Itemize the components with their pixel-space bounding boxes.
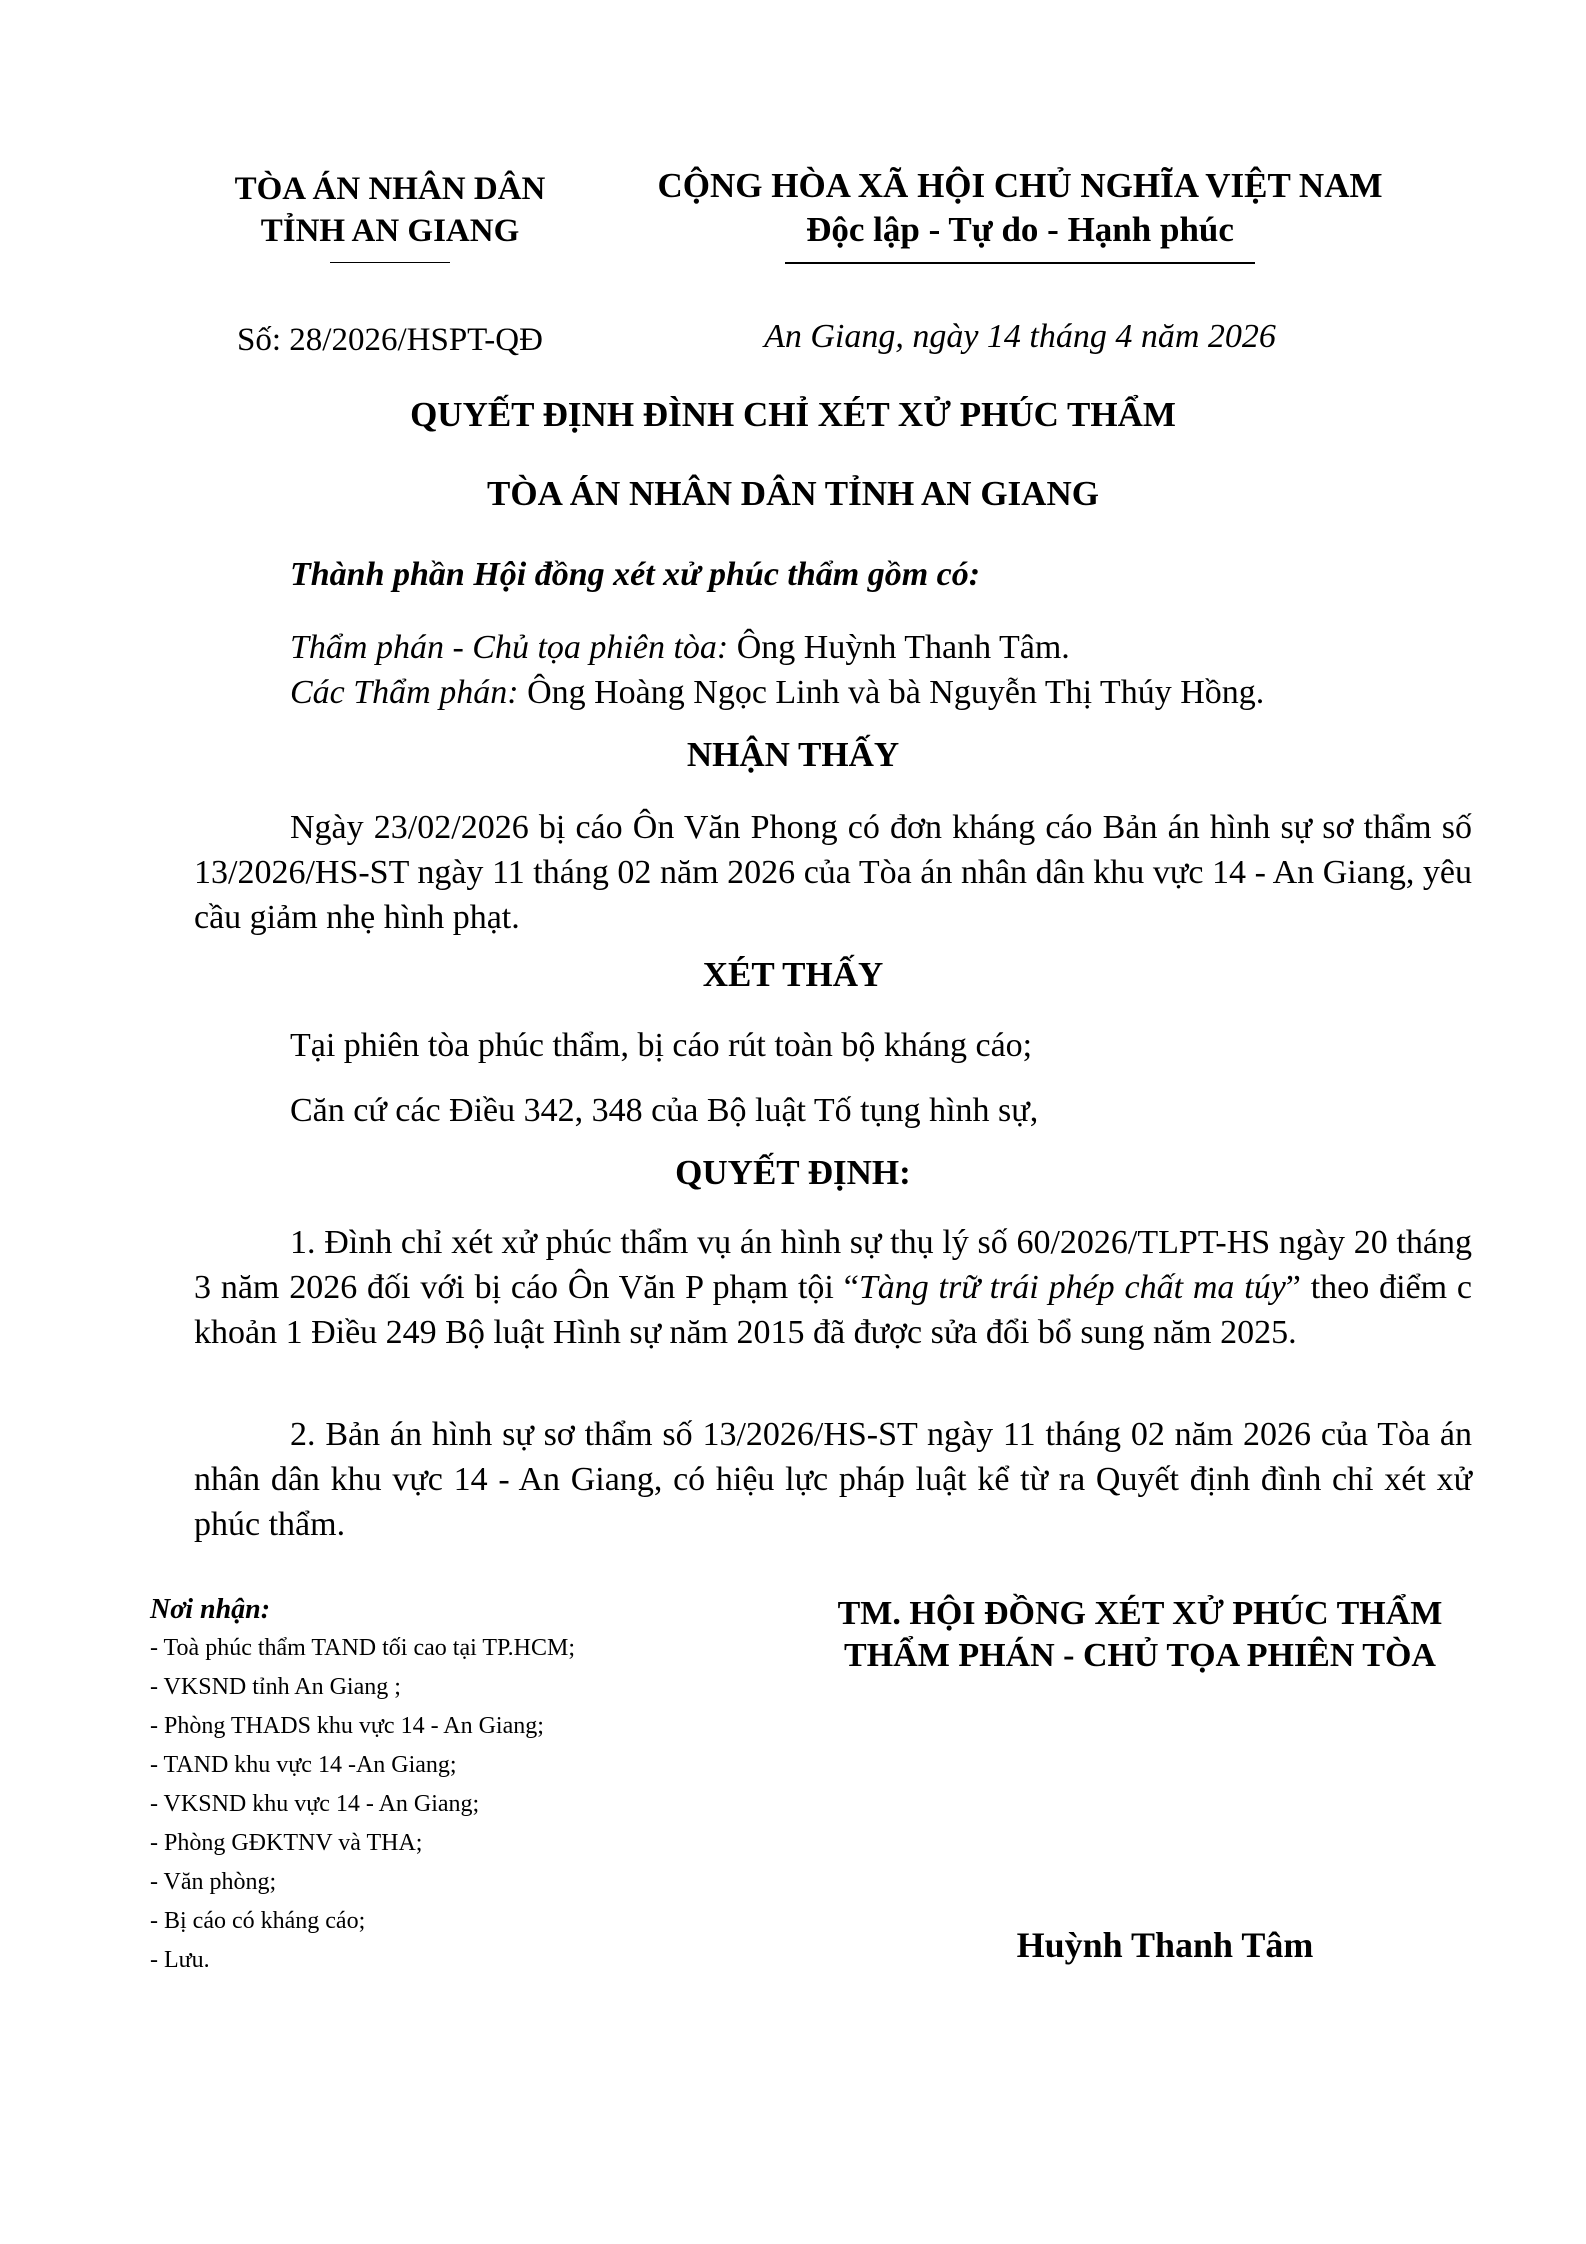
xet-thay-line-1: Tại phiên tòa phúc thẩm, bị cáo rút toàn bộ kháng cáo;	[290, 1027, 1033, 1064]
decision-item-1-tail: ” theo điểm c khoản 1 Điều 249 Bộ luật Hình sự năm 2015 đã được sửa đổi bổ sung năm 2025.	[194, 1269, 1473, 1351]
decision-item-2: 2. Bản án hình sự sơ thẩm số 13/2026/HS-ST ngày 11 tháng 02 năm 2026 của Tòa án nhân dân khu vực 14 - An Giang, có hiệu lực pháp luật kể từ ra Quyết định đình chỉ xét xử phúc thẩm.	[194, 1416, 1472, 1543]
document-title: QUYẾT ĐỊNH ĐÌNH CHỈ XÉT XỬ PHÚC THẨM	[410, 395, 1176, 434]
issuing-agency	[170, 168, 610, 263]
document-number: Số: 28/2026/HSPT-QĐ	[237, 322, 543, 358]
recipient-item: - Bị cáo có kháng cáo;	[150, 1908, 366, 1934]
panel-judges	[290, 670, 1480, 715]
nation-line-2: Độc lập - Tự do - Hạnh phúc	[806, 210, 1234, 249]
section-heading-quyet-dinh: QUYẾT ĐỊNH:	[675, 1153, 911, 1192]
panel-presiding-judge	[290, 625, 1480, 670]
signature-line-1: TM. HỘI ĐỒNG XÉT XỬ PHÚC THẨM	[837, 1595, 1443, 1632]
recipients-heading: Nơi nhận:	[150, 1594, 271, 1625]
recipient-item: - Phòng GĐKTNV và THA;	[150, 1830, 423, 1856]
agency-underline	[330, 262, 450, 263]
signature-line-2: THẨM PHÁN - CHỦ TỌA PHIÊN TÒA	[844, 1637, 1436, 1674]
recipients-list	[150, 1593, 750, 1980]
recipient-item: - Phòng THADS khu vực 14 - An Giang;	[150, 1713, 544, 1739]
section-heading-nhan-thay: NHẬN THẤY	[686, 735, 900, 774]
court-name: TÒA ÁN NHÂN DÂN TỈNH AN GIANG	[487, 474, 1099, 513]
decision-item-1	[194, 1220, 1472, 1355]
agency-line-1: TÒA ÁN NHÂN DÂN	[234, 171, 546, 207]
motto-underline	[785, 262, 1255, 264]
decision-item-1-text: 1. Đình chỉ xét xử phúc thẩm vụ án hình sự thụ lý số 60/2026/TLPT-HS ngày 20 tháng 3 năm 2026 đối với bị cáo Ôn Văn P phạm tội “	[194, 1224, 1472, 1306]
nhan-thay-paragraph: Ngày 23/02/2026 bị cáo Ôn Văn Phong có đơn kháng cáo Bản án hình sự sơ thẩm số 13/2026/HS-ST ngày 11 tháng 02 năm 2026 của Tòa án nhân dân khu vực 14 - An Giang, yêu cầu giảm nhẹ hình phạt.	[194, 809, 1472, 936]
judges-value: Ông Hoàng Ngọc Linh và bà Nguyễn Thị Thúy Hồng.	[518, 674, 1265, 711]
judges-label: Các Thẩm phán:	[290, 674, 519, 711]
recipient-item: - TAND khu vực 14 -An Giang;	[150, 1752, 457, 1778]
nation-line-1: CỘNG HÒA XÃ HỘI CHỦ NGHĨA VIỆT NAM	[657, 166, 1383, 205]
presiding-label: Thẩm phán - Chủ tọa phiên tòa:	[290, 629, 729, 666]
section-heading-xet-thay: XÉT THẤY	[702, 955, 884, 994]
offense-name: Tàng trữ trái phép chất ma túy	[858, 1269, 1286, 1306]
xet-thay-line-2: Căn cứ các Điều 342, 348 của Bộ luật Tố tụng hình sự,	[290, 1092, 1039, 1129]
recipient-item: - VKSND tỉnh An Giang ;	[150, 1674, 401, 1700]
recipient-item: - Toà phúc thẩm TAND tối cao tại TP.HCM;	[150, 1635, 576, 1661]
recipient-item: - Lưu.	[150, 1947, 210, 1973]
recipient-item: - VKSND khu vực 14 - An Giang;	[150, 1791, 480, 1817]
signature-block	[760, 1593, 1520, 1677]
recipient-item: - Văn phòng;	[150, 1869, 277, 1895]
national-motto	[640, 164, 1400, 264]
agency-line-2: TỈNH AN GIANG	[260, 213, 520, 249]
panel-heading: Thành phần Hội đồng xét xử phúc thẩm gồm có:	[290, 556, 981, 593]
presiding-value: Ông Huỳnh Thanh Tâm.	[728, 629, 1070, 666]
signer-name: Huỳnh Thanh Tâm	[1016, 1925, 1314, 1965]
document-date: An Giang, ngày 14 tháng 4 năm 2026	[764, 318, 1276, 355]
